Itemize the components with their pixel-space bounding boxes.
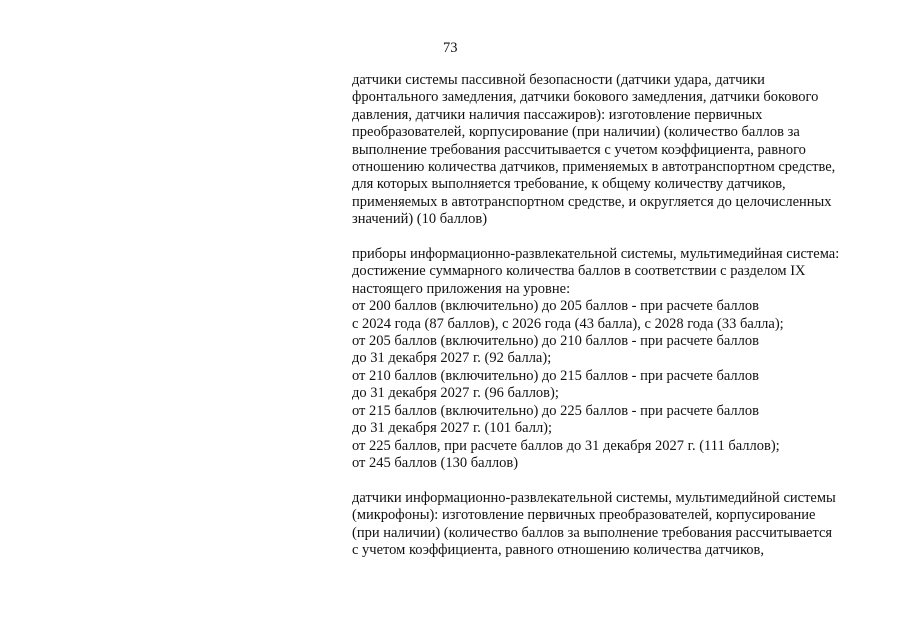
text-line: отношению количества датчиков, применяемых в автотранспортном средстве, [352, 159, 836, 176]
text-line: от 245 баллов (130 баллов) [352, 454, 519, 471]
text-line: (микрофоны): изготовление первичных преобразователей, корпусирование [352, 507, 816, 524]
text-line: датчики информационно-развлекательной системы, мультимедийной системы [352, 489, 836, 506]
text-line: применяемых в автотранспортном средстве, и округляется до целочисленных [352, 193, 832, 210]
text-line: давления, датчики наличия пассажиров): изготовление первичных [352, 106, 763, 123]
text-line: от 200 баллов (включительно) до 205 баллов - при расчете баллов [352, 298, 759, 315]
paragraph [352, 72, 882, 229]
text-line: до 31 декабря 2027 г. (92 балла); [352, 350, 552, 367]
text-line: датчики системы пассивной безопасности (датчики удара, датчики [352, 72, 765, 88]
text-line: от 210 баллов (включительно) до 215 баллов - при расчете баллов [352, 367, 759, 384]
text-line: от 205 баллов (включительно) до 210 баллов - при расчете баллов [352, 333, 759, 350]
text-line: с учетом коэффициента, равного отношению количества датчиков, [352, 541, 764, 558]
text-line: от 215 баллов (включительно) до 225 баллов - при расчете баллов [352, 402, 759, 419]
text-line: от 225 баллов, при расчете баллов до 31 декабря 2027 г. (111 баллов); [352, 437, 780, 454]
text-line: достижение суммарного количества баллов в соответствии с разделом IX [352, 263, 806, 280]
text-line: с 2024 года (87 баллов), с 2026 года (43 балла), с 2028 года (33 балла); [352, 315, 784, 332]
text-line: приборы информационно-развлекательной системы, мультимедийная система: [352, 246, 840, 263]
text-line: до 31 декабря 2027 г. (101 балл); [352, 420, 553, 437]
text-line: до 31 декабря 2027 г. (96 баллов); [352, 385, 559, 402]
paragraph [352, 490, 882, 560]
text-line: значений) (10 баллов) [352, 211, 488, 228]
text-line: для которых выполняется требование, к общему количеству датчиков, [352, 176, 786, 193]
document-body [352, 72, 882, 559]
text-line: выполнение требования рассчитывается с учетом коэффициента, равного [352, 141, 806, 158]
text-line: преобразователей, корпусирование (при наличии) (количество баллов за [352, 124, 800, 141]
page-number: 73 [443, 40, 458, 56]
text-line: (при наличии) (количество баллов за выполнение требования рассчитывается [352, 524, 833, 541]
paragraph [352, 246, 882, 472]
text-line: настоящего приложения на уровне: [352, 280, 571, 297]
text-line: фронтального замедления, датчики бокового замедления, датчики бокового [352, 89, 819, 106]
